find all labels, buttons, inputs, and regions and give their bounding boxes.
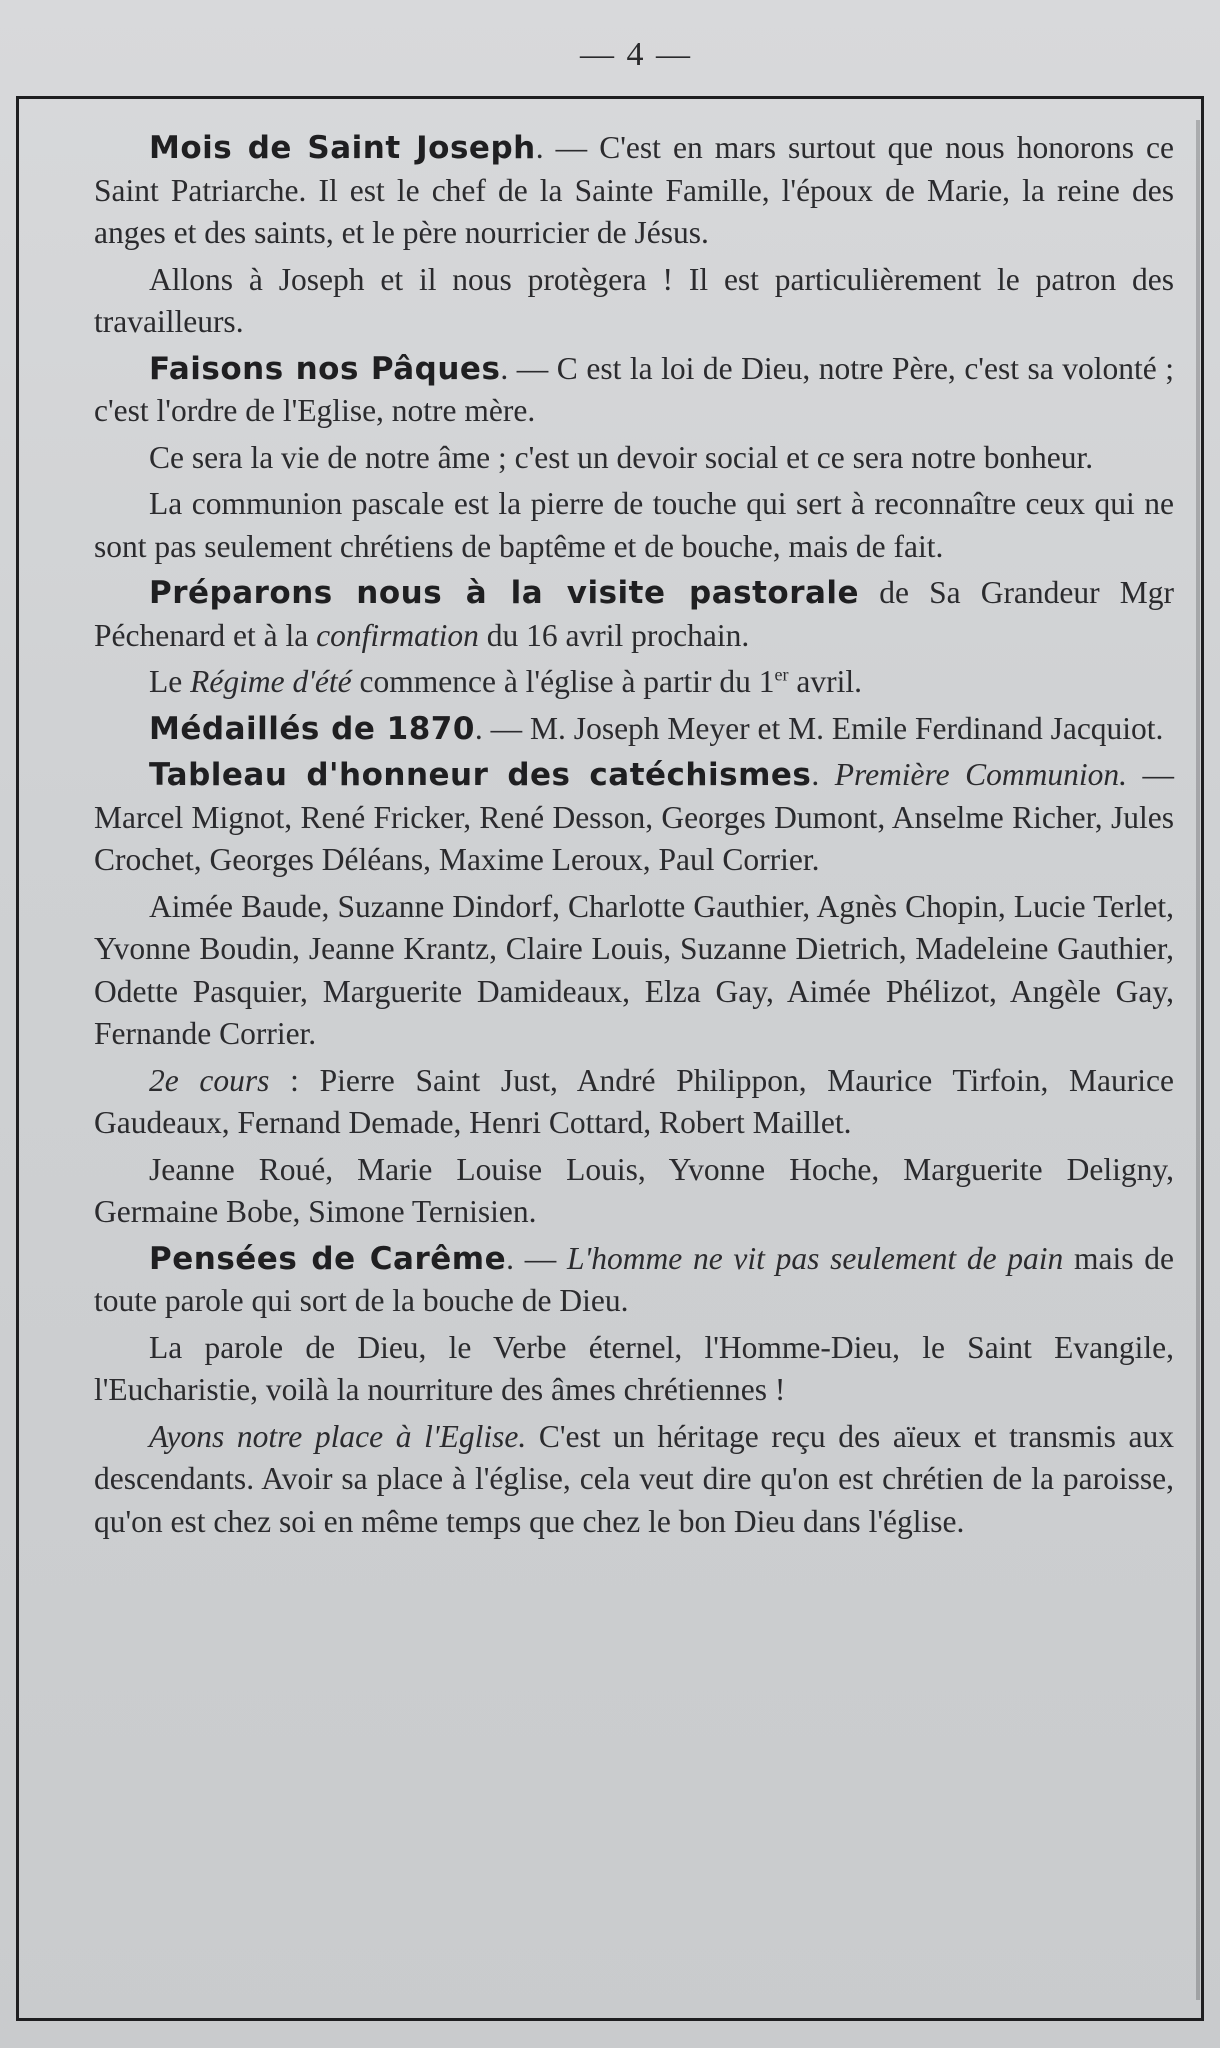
paragraph-text: avril.	[788, 664, 862, 699]
paragraph-text: La communion pascale est la pierre de touche qui sert à reconnaître ceux qui ne sont pas seulement chrétiens de baptême et de bouche, mais de fait.	[94, 486, 1174, 564]
heading-mois-saint-joseph: Mois de Saint Joseph	[149, 130, 536, 166]
bulletin-body	[94, 127, 1174, 1547]
paragraph-text: . — C'est en mars surtout que nous honorons ce Saint Patriarche. Il est le chef de la Sainte Famille, l'époux de Marie, la reine des anges et des saints, et le père nourricier de Jésus.	[94, 130, 1174, 250]
paragraph-text: La parole de Dieu, le Verbe éternel, l'Homme-Dieu, le Saint Evangile, l'Eucharistie, voilà la nourriture des âmes chrétiennes !	[94, 1329, 1174, 1407]
paragraph-parole-de-dieu	[94, 1327, 1174, 1412]
italic-premiere-communion: Première Communion.	[834, 757, 1128, 792]
paragraph-text: du 16 avril prochain.	[478, 617, 750, 653]
paragraph-text: Aimée Baude, Suzanne Dindorf, Charlotte Gauthier, Agnès Chopin, Lucie Terlet, Yvonne Boudin, Jeanne Krantz, Claire Louis, Suzanne Dietrich, Madeleine Gauthier, Odette Pasquier, Marguerite Damideaux, Elza Gay, Aimée Phélizot, Angèle Gay, Fernande Corrier.	[94, 888, 1174, 1051]
paragraph-text: . — M. Joseph Meyer et M. Emile Ferdinand Jacquiot.	[474, 710, 1164, 746]
paragraph-deuxieme-cours	[94, 1060, 1174, 1145]
paragraph-text: : Pierre Saint Just, André Philippon, Maurice Tirfoin, Maurice Gaudeaux, Fernand Demade, Henri Cottard, Robert Maillet.	[94, 1062, 1174, 1140]
paragraph-communion-pascale	[94, 483, 1174, 568]
border-shadow	[1196, 120, 1200, 2000]
page-number: — 4 —	[580, 36, 692, 73]
paragraph-text: de Sa Grandeur Mgr Péchenard et à la	[94, 575, 1174, 653]
italic-notre-place: Ayons notre place à l'Eglise.	[149, 1418, 527, 1454]
paragraph-text: commence à l'église à partir du 1	[351, 664, 775, 699]
italic-deuxieme-cours: 2e cours	[149, 1062, 270, 1098]
paragraph-text: Le	[149, 664, 191, 699]
heading-faisons-nos-paques: Faisons nos Pâques	[149, 350, 501, 387]
italic-confirmation: confirmation	[316, 617, 479, 653]
paragraph-text: Allons à Joseph et il nous protègera ! Il est particulièrement le patron des travailleurs.	[94, 261, 1174, 339]
paragraph-girls-list-premiere	[94, 886, 1174, 1056]
heading-tableau-honneur: Tableau d'honneur des catéchismes	[149, 757, 812, 793]
italic-quote-pain: L'homme ne vit pas seulement de pain	[566, 1240, 1064, 1276]
paragraph-text: Jeanne Roué, Marie Louise Louis, Yvonne Hoche, Marguerite Deligny, Germaine Bobe, Simone Ternisien.	[94, 1151, 1174, 1229]
paragraph-faisons-nos-paques	[94, 348, 1174, 433]
paragraph-text: mais de toute parole qui sort de la bouche de Dieu.	[94, 1240, 1174, 1318]
paragraph-text: . —	[506, 1240, 567, 1276]
paragraph-allons-a-joseph	[94, 259, 1174, 344]
heading-pensees-careme: Pensées de Carême	[149, 1240, 507, 1277]
paragraph-mois-saint-joseph	[94, 127, 1174, 255]
paragraph-text: . — C est la loi de Dieu, notre Père, c'est sa volonté ; c'est l'ordre de l'Eglise, notre mère.	[94, 350, 1174, 428]
paragraph-text: .	[811, 757, 835, 792]
italic-regime-ete: Régime d'été	[190, 664, 352, 699]
heading-medailles-1870: Médaillés de 1870	[149, 710, 475, 747]
paragraph-regime-ete	[94, 661, 1174, 704]
paragraph-visite-pastorale	[94, 572, 1174, 657]
paragraph-tableau-honneur	[94, 754, 1174, 882]
heading-visite-pastorale: Préparons nous à la visite pastorale	[149, 575, 860, 611]
paragraph-text: Ce sera la vie de notre âme ; c'est un devoir social et ce sera notre bonheur.	[149, 439, 1094, 475]
paragraph-text: C'est un héritage reçu des aïeux et transmis aux descendants. Avoir sa place à l'église, cela veut dire qu'on est chrétien de la paroisse, qu'on est chez soi en même temps que chez le bon Dieu dans l'église.	[94, 1418, 1174, 1539]
paragraph-text: — Marcel Mignot, René Fricker, René Desson, Georges Dumont, Anselme Richer, Jules Crochet, Georges Déléans, Maxime Leroux, Paul Corrier.	[94, 757, 1175, 877]
paragraph-girls-list-deuxieme	[94, 1149, 1174, 1234]
paragraph-pensees-careme	[94, 1238, 1174, 1323]
paragraph-medailles-1870	[94, 708, 1174, 751]
paragraph-notre-place	[94, 1416, 1174, 1544]
paragraph-vie-de-notre-ame	[94, 437, 1174, 480]
superscript-er: er	[774, 664, 789, 685]
